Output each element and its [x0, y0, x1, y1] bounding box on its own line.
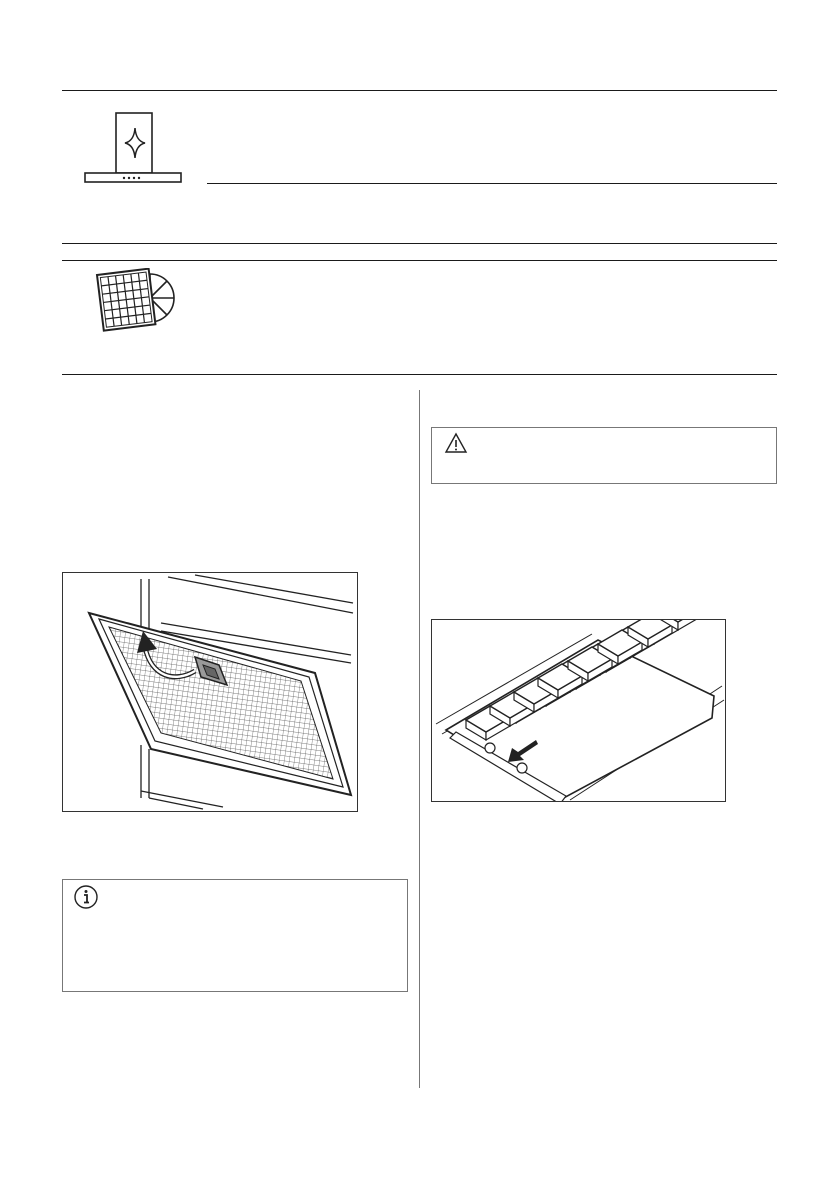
carbon-section-rule: [62, 260, 777, 261]
top-rule: [62, 90, 777, 91]
warning-triangle-icon: [444, 432, 468, 454]
section-subrule: [207, 183, 777, 184]
hood-sparkle-icon: [84, 112, 184, 187]
carbon-filter-icon: [80, 268, 180, 343]
carbon-section-bottom-rule: [62, 374, 777, 375]
section-divider-rule: [62, 243, 777, 244]
grease-filter-removal-figure: [62, 572, 358, 812]
warning-notice: [431, 427, 777, 484]
carbon-filter-removal-figure: [431, 619, 726, 802]
column-divider: [419, 390, 420, 1088]
info-icon: [73, 884, 99, 910]
filter-cell-front: [678, 620, 702, 630]
info-notice: [62, 879, 408, 992]
